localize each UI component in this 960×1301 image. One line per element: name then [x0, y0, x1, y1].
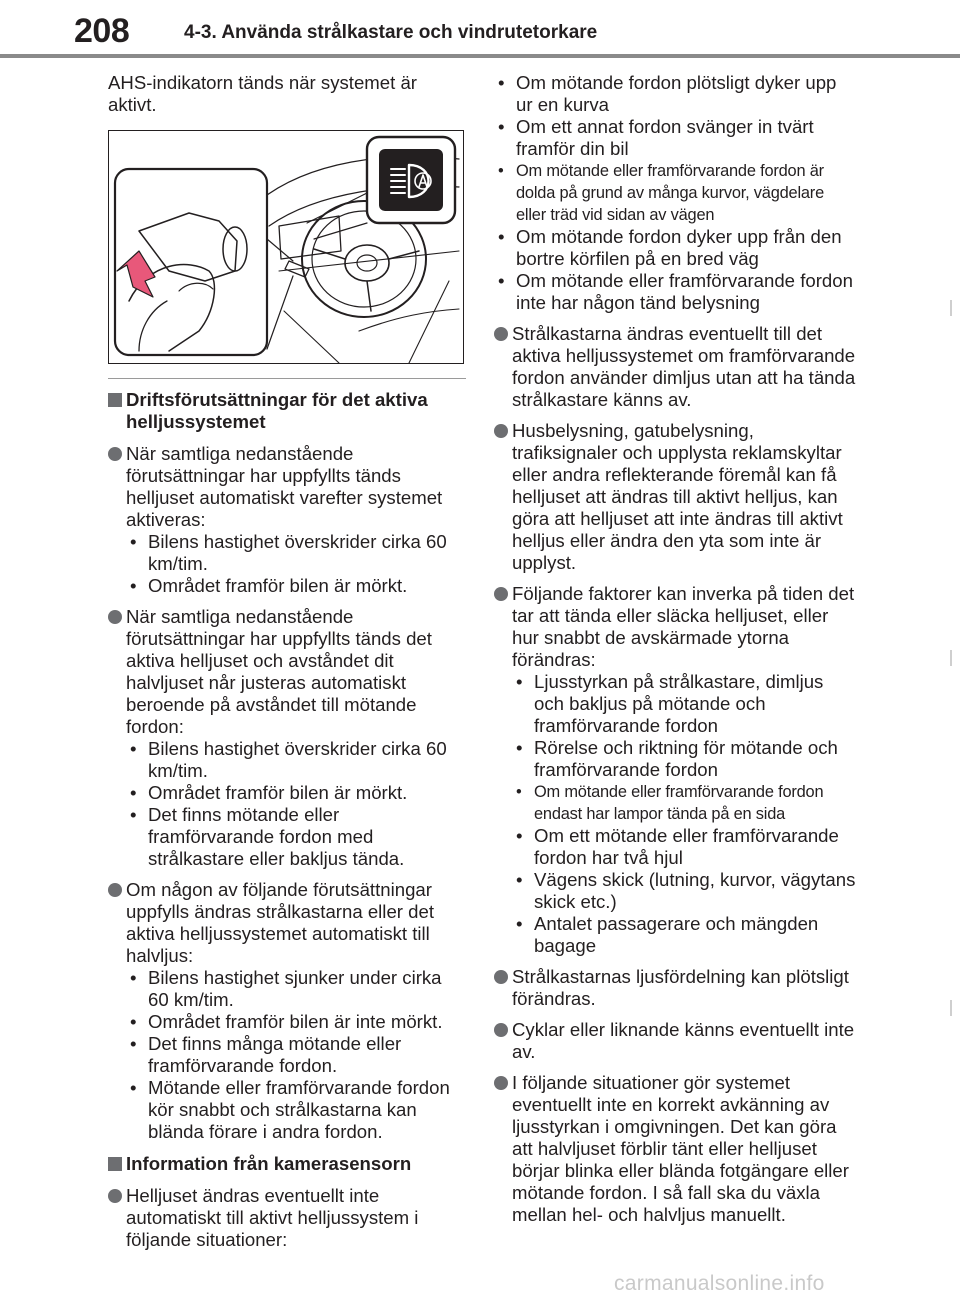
- circle-bullet-icon: [108, 1189, 122, 1203]
- circle-bullet-icon: [494, 1076, 508, 1090]
- situation-list: [494, 72, 856, 314]
- bullet-item: [108, 443, 466, 597]
- section-title: 4-3. Använda strålkastare och vindrutetorkare: [184, 22, 598, 43]
- list-item: • Om mötande fordon plötsligt dyker upp ur en kurva: [494, 72, 856, 116]
- bullet-text: Husbelysning, gatubelysning, trafiksignaler och upplysta reklamskyltar eller andra reflekterande föremål kan få helljuset att ändras till aktivt helljus, kan göra att helljuset att inte ändras till aktivt helljus eller ändra den yta som inte är upplyst.: [512, 420, 843, 573]
- list-item: • Det finns mötande eller framförvarande fordon med strålkastare eller bakljus tända.: [126, 804, 466, 870]
- header-rule: [0, 54, 960, 58]
- bullet-item: [494, 1019, 856, 1063]
- list-item: • Om mötande eller framförvarande fordon är dolda på grund av många kurvor, vägdelare eller träd vid sidan av vägen: [494, 160, 856, 226]
- list-item: • Om mötande eller framförvarande fordon endast har lampor tända på en sida: [512, 781, 856, 825]
- bullet-item: [108, 606, 466, 870]
- list-item: • Området framför bilen är mörkt.: [126, 782, 466, 804]
- list-item: • Om mötande fordon dyker upp från den bortre körfilen på en bred väg: [494, 226, 856, 270]
- sub-list: [126, 967, 466, 1143]
- heading-operating-conditions: [108, 389, 466, 433]
- bullet-item: [494, 583, 856, 957]
- square-bullet-icon: [108, 393, 122, 407]
- circle-bullet-icon: [494, 1023, 508, 1037]
- bullet-item: [494, 1072, 856, 1226]
- bullet-text: I följande situationer gör systemet eventuellt inte en korrekt avkänning av ljusstyrkan i omgivningen. Det kan göra att halvljuset förblir tänt eller helljuset börjar blinka eller blända fotgängare eller mötande fordon. I så fall ska du växla mellan hel- och halvljus manuellt.: [512, 1072, 849, 1225]
- bullet-text: Helljuset ändras eventuellt inte automatiskt till aktivt helljussystem i följande situationer:: [126, 1185, 419, 1250]
- bullet-text: När samtliga nedanstående förutsättningar har uppfyllts tänds det aktiva helljuset och avståndet dit halvljuset når justeras automatiskt beroende på avståndet till mötande fordon:: [126, 606, 432, 737]
- list-item: • Vägens skick (lutning, kurvor, vägytans skick etc.): [512, 869, 856, 913]
- right-column: [494, 72, 856, 1235]
- list-item: • Ljusstyrkan på strålkastare, dimljus och bakljus på mötande och framförvarande fordon: [512, 671, 856, 737]
- intro-text: AHS-indikatorn tänds när systemet är aktivt.: [108, 72, 417, 115]
- bullet-text: Cyklar eller liknande känns eventuellt inte av.: [512, 1019, 855, 1062]
- edge-mark: [950, 300, 952, 316]
- list-item: • Området framför bilen är inte mörkt.: [126, 1011, 466, 1033]
- circle-bullet-icon: [494, 970, 508, 984]
- list-item: • Rörelse och riktning för mötande och framförvarande fordon: [512, 737, 856, 781]
- bullet-text: Följande faktorer kan inverka på tiden det tar att tända eller släcka helljuset, eller hur snabbt de avskärmade ytorna förändras:: [512, 583, 855, 670]
- list-item: • Mötande eller framförvarande fordon kör snabbt och strålkastarna kan blända förare i andra fordon.: [126, 1077, 466, 1143]
- list-item: • Om ett mötande eller framförvarande fordon har två hjul: [512, 825, 856, 869]
- circle-bullet-icon: [494, 424, 508, 438]
- heading-text: Driftsförutsättningar för det aktiva helljussystemet: [126, 389, 428, 432]
- circle-bullet-icon: [108, 610, 122, 624]
- list-item: • Om mötande eller framförvarande fordon inte har någon tänd belysning: [494, 270, 856, 314]
- left-column: [108, 72, 466, 1260]
- bullet-text: Om någon av följande förutsättningar uppfylls ändras strålkastarna eller det aktiva helljussystemet automatiskt till halvljus:: [126, 879, 434, 966]
- bullet-text: Strålkastarna ändras eventuellt till det aktiva helljussystemet om framförvarande fordon använder dimljus utan att ha tända strålkastare känns av.: [512, 323, 856, 410]
- circle-bullet-icon: [108, 883, 122, 897]
- list-item: • Bilens hastighet överskrider cirka 60 km/tim.: [126, 738, 466, 782]
- page-header: [0, 0, 960, 70]
- heading-camera-sensor: [108, 1153, 466, 1175]
- bullet-text: Strålkastarnas ljusfördelning kan plötsligt förändras.: [512, 966, 849, 1009]
- sub-list: [512, 671, 856, 957]
- square-bullet-icon: [108, 1157, 122, 1171]
- list-item: • Området framför bilen är mörkt.: [126, 575, 466, 597]
- watermark: carmanualsonline.info: [614, 1272, 825, 1295]
- page-number: 208: [74, 12, 130, 50]
- steering-illustration: [108, 130, 464, 364]
- sub-list: [126, 738, 466, 870]
- circle-bullet-icon: [494, 587, 508, 601]
- heading-text: Information från kamerasensorn: [126, 1153, 412, 1174]
- circle-bullet-icon: [108, 447, 122, 461]
- list-item: • Det finns många mötande eller framförvarande fordon.: [126, 1033, 466, 1077]
- figure-rule: [108, 378, 466, 379]
- bullet-item: [494, 323, 856, 411]
- circle-bullet-icon: [494, 327, 508, 341]
- sub-list: [126, 531, 466, 597]
- bullet-text: När samtliga nedanstående förutsättningar har uppfyllts tänds helljuset automatiskt varefter systemet aktiveras:: [126, 443, 443, 530]
- bullet-item: [494, 420, 856, 574]
- edge-mark: [950, 1000, 952, 1016]
- list-item: • Bilens hastighet sjunker under cirka 60 km/tim.: [126, 967, 466, 1011]
- bullet-item: [108, 1185, 466, 1251]
- bullet-item: [494, 966, 856, 1010]
- edge-mark: [950, 650, 952, 666]
- bullet-item: [108, 879, 466, 1143]
- list-item: • Bilens hastighet överskrider cirka 60 km/tim.: [126, 531, 466, 575]
- illustration-drawing: [109, 131, 463, 363]
- list-item: • Antalet passagerare och mängden bagage: [512, 913, 856, 957]
- list-item: • Om ett annat fordon svänger in tvärt framför din bil: [494, 116, 856, 160]
